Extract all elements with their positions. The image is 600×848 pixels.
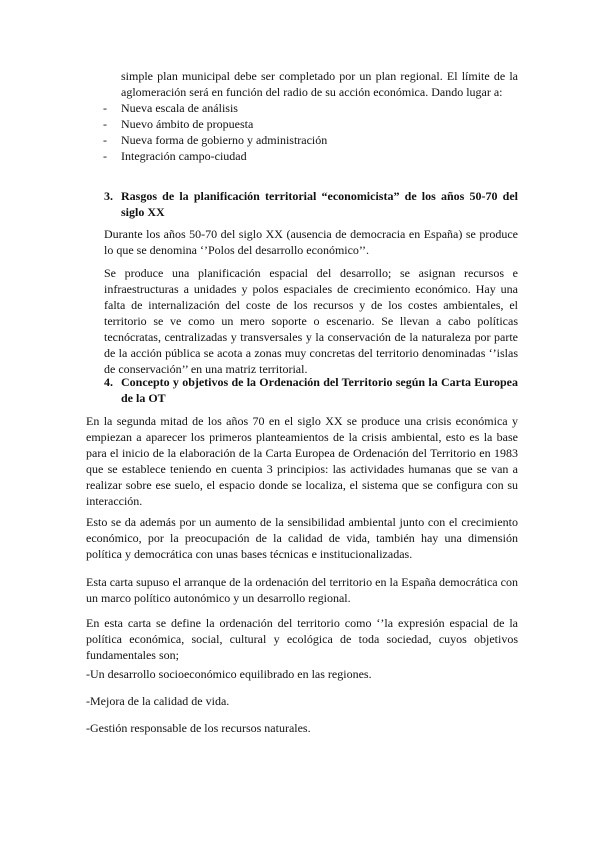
intro-paragraph: simple plan municipal debe ser completado por un plan regional. El límite de la aglomeración será en función del radio de su acción económica. Dando lugar a:	[121, 69, 518, 99]
objective-item: -Un desarrollo socioeconómico equilibrado en las regiones.	[86, 667, 372, 681]
section-4-paragraph-3: Esta carta supuso el arranque de la ordenación del territorio en la España democrática con un marco político autonómico y un desarrollo regional.	[86, 575, 518, 605]
section-title: Rasgos de la planificación territorial “economicista” de los años 50-70 del siglo XX	[121, 189, 518, 219]
list-item: - Integración campo-ciudad	[103, 149, 247, 163]
list-item: - Nuevo ámbito de propuesta	[103, 117, 254, 131]
section-title: Concepto y objetivos de la Ordenación del Territorio según la Carta Europea de la OT	[121, 375, 518, 405]
list-item: - Nueva escala de análisis	[103, 101, 238, 115]
section-4-paragraph-2: Esto se da además por un aumento de la sensibilidad ambiental junto con el crecimiento económico, por la preocupación de la calidad de vida, también hay una dimensión política y democrática con unas bases técnicas e institucionalizadas.	[86, 515, 518, 561]
section-4-paragraph-1: En la segunda mitad de los años 70 en el siglo XX se produce una crisis económica y empiezan a aparecer los primeros planteamientos de la crisis ambiental, esto es la base para el inicio de la elaboración de la Carta Europea de Ordenación del Territorio en 1983 que se establece teniendo en cuenta 3 principios: las actividades humanas que se van a realizar sobre ese suelo, el espacio donde se localiza, el sistema que se configura con su interacción.	[86, 414, 518, 508]
section-3-paragraph-1: Durante los años 50-70 del siglo XX (ausencia de democracia en España) se produce lo que se denomina ‘’Polos del desarrollo económico’’.	[104, 227, 518, 257]
consequences-list	[103, 100, 327, 164]
objective-item: -Gestión responsable de los recursos naturales.	[86, 721, 311, 735]
section-number: 3.	[104, 189, 113, 203]
list-item: - Nueva forma de gobierno y administración	[103, 133, 328, 147]
section-4-paragraph-4: En esta carta se define la ordenación del territorio como ‘’la expresión espacial de la política económica, social, cultural y ecológica de toda sociedad, cuyos objetivos fundamentales son;	[86, 616, 518, 662]
section-4-heading	[104, 374, 518, 406]
section-3-paragraph-2: Se produce una planificación espacial del desarrollo; se asignan recursos e infraestructuras a unidades y polos espaciales de crecimiento económico. Hay una falta de internalización del coste de los recursos y de los costes ambientales, el territorio se ve como un mero soporte o escenario. Se llevan a cabo políticas tecnócratas, centralizadas y transversales y la conservación de la naturaleza por parte de la acción pública se acota a zonas muy concretas del territorio denominadas ‘’islas de conservación’’ en una matriz territorial.	[104, 266, 518, 376]
objective-item: -Mejora de la calidad de vida.	[86, 694, 230, 708]
section-number: 4.	[104, 375, 113, 389]
section-3-heading	[104, 188, 518, 220]
